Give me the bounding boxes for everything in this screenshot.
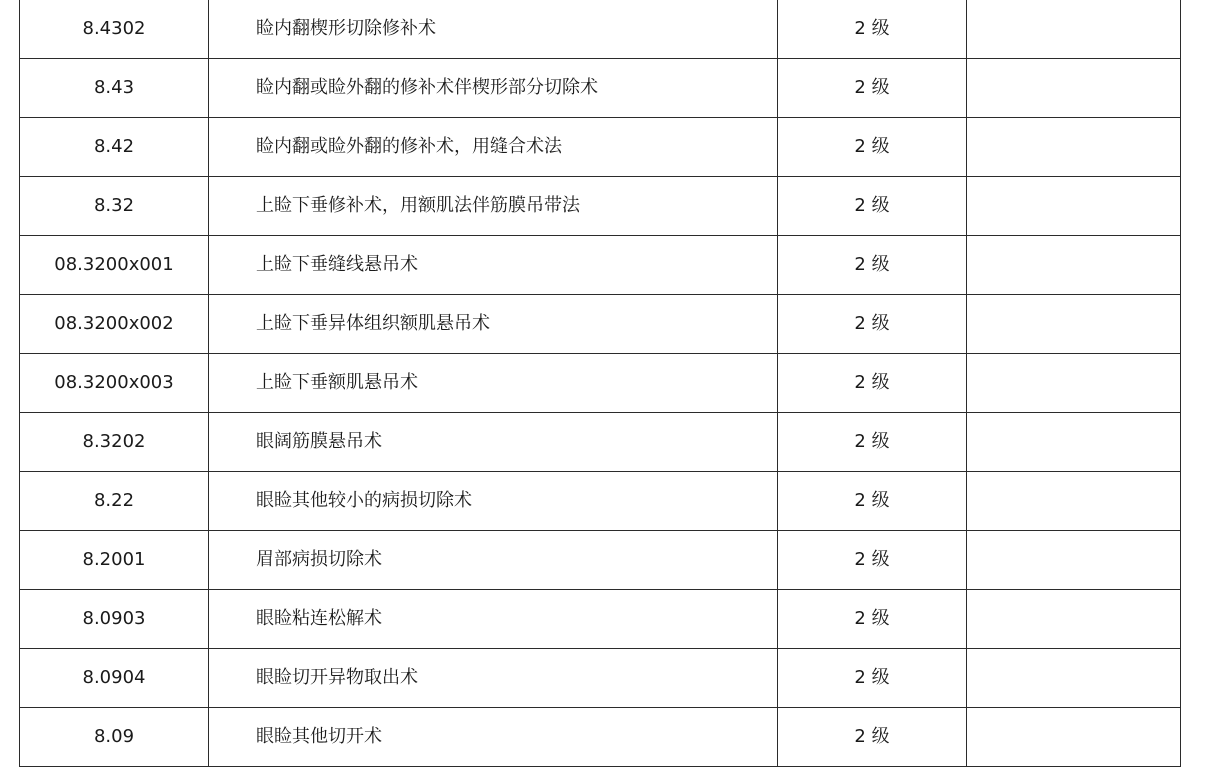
procedure-note-cell [967, 0, 1181, 59]
procedure-code-cell: 08.3200x003 [20, 354, 209, 413]
table-row [20, 118, 1181, 177]
procedure-level-cell: 2 级 [778, 472, 967, 531]
table-row [20, 177, 1181, 236]
table-row [20, 295, 1181, 354]
procedure-note-cell [967, 295, 1181, 354]
procedure-level-cell: 2 级 [778, 531, 967, 590]
procedure-name-cell: 上睑下垂修补术，用额肌法伴筋膜吊带法 [209, 177, 778, 236]
table-row [20, 413, 1181, 472]
procedure-note-cell [967, 590, 1181, 649]
procedure-level-cell: 2 级 [778, 708, 967, 767]
procedure-level-cell: 2 级 [778, 236, 967, 295]
procedure-name-cell: 眼阔筋膜悬吊术 [209, 413, 778, 472]
procedure-code-cell: 08.3200x001 [20, 236, 209, 295]
procedure-name-cell: 眼睑其他切开术 [209, 708, 778, 767]
procedure-name-cell: 睑内翻或睑外翻的修补术，用缝合术法 [209, 118, 778, 177]
procedure-code-cell: 8.0904 [20, 649, 209, 708]
procedure-code-cell: 8.0903 [20, 590, 209, 649]
table-row [20, 590, 1181, 649]
procedure-name-cell: 眼睑其他较小的病损切除术 [209, 472, 778, 531]
procedure-level-cell: 2 级 [778, 413, 967, 472]
procedure-note-cell [967, 177, 1181, 236]
procedure-name-cell: 睑内翻或睑外翻的修补术伴楔形部分切除术 [209, 59, 778, 118]
procedure-name-cell: 眼睑切开异物取出术 [209, 649, 778, 708]
procedure-table-container [19, 0, 1180, 767]
procedure-table [19, 0, 1181, 767]
procedure-code-cell: 8.42 [20, 118, 209, 177]
procedure-level-cell: 2 级 [778, 354, 967, 413]
procedure-level-cell: 2 级 [778, 649, 967, 708]
procedure-level-cell: 2 级 [778, 118, 967, 177]
table-row [20, 59, 1181, 118]
procedure-note-cell [967, 472, 1181, 531]
procedure-name-cell: 眼睑粘连松解术 [209, 590, 778, 649]
procedure-code-cell: 8.22 [20, 472, 209, 531]
procedure-note-cell [967, 649, 1181, 708]
table-body [20, 0, 1181, 767]
procedure-level-cell: 2 级 [778, 295, 967, 354]
procedure-note-cell [967, 413, 1181, 472]
procedure-note-cell [967, 531, 1181, 590]
procedure-level-cell: 2 级 [778, 59, 967, 118]
table-row [20, 472, 1181, 531]
procedure-name-cell: 上睑下垂额肌悬吊术 [209, 354, 778, 413]
procedure-note-cell [967, 59, 1181, 118]
procedure-code-cell: 8.09 [20, 708, 209, 767]
table-row [20, 531, 1181, 590]
procedure-code-cell: 8.43 [20, 59, 209, 118]
procedure-code-cell: 8.2001 [20, 531, 209, 590]
table-row [20, 236, 1181, 295]
procedure-note-cell [967, 236, 1181, 295]
procedure-level-cell: 2 级 [778, 590, 967, 649]
procedure-note-cell [967, 708, 1181, 767]
procedure-code-cell: 8.4302 [20, 0, 209, 59]
table-row [20, 649, 1181, 708]
procedure-note-cell [967, 354, 1181, 413]
procedure-name-cell: 上睑下垂缝线悬吊术 [209, 236, 778, 295]
table-row [20, 354, 1181, 413]
procedure-level-cell: 2 级 [778, 177, 967, 236]
procedure-name-cell: 眉部病损切除术 [209, 531, 778, 590]
table-row [20, 708, 1181, 767]
table-row [20, 0, 1181, 59]
procedure-name-cell: 上睑下垂异体组织额肌悬吊术 [209, 295, 778, 354]
procedure-code-cell: 08.3200x002 [20, 295, 209, 354]
procedure-code-cell: 8.32 [20, 177, 209, 236]
procedure-name-cell: 睑内翻楔形切除修补术 [209, 0, 778, 59]
procedure-level-cell: 2 级 [778, 0, 967, 59]
procedure-code-cell: 8.3202 [20, 413, 209, 472]
procedure-note-cell [967, 118, 1181, 177]
